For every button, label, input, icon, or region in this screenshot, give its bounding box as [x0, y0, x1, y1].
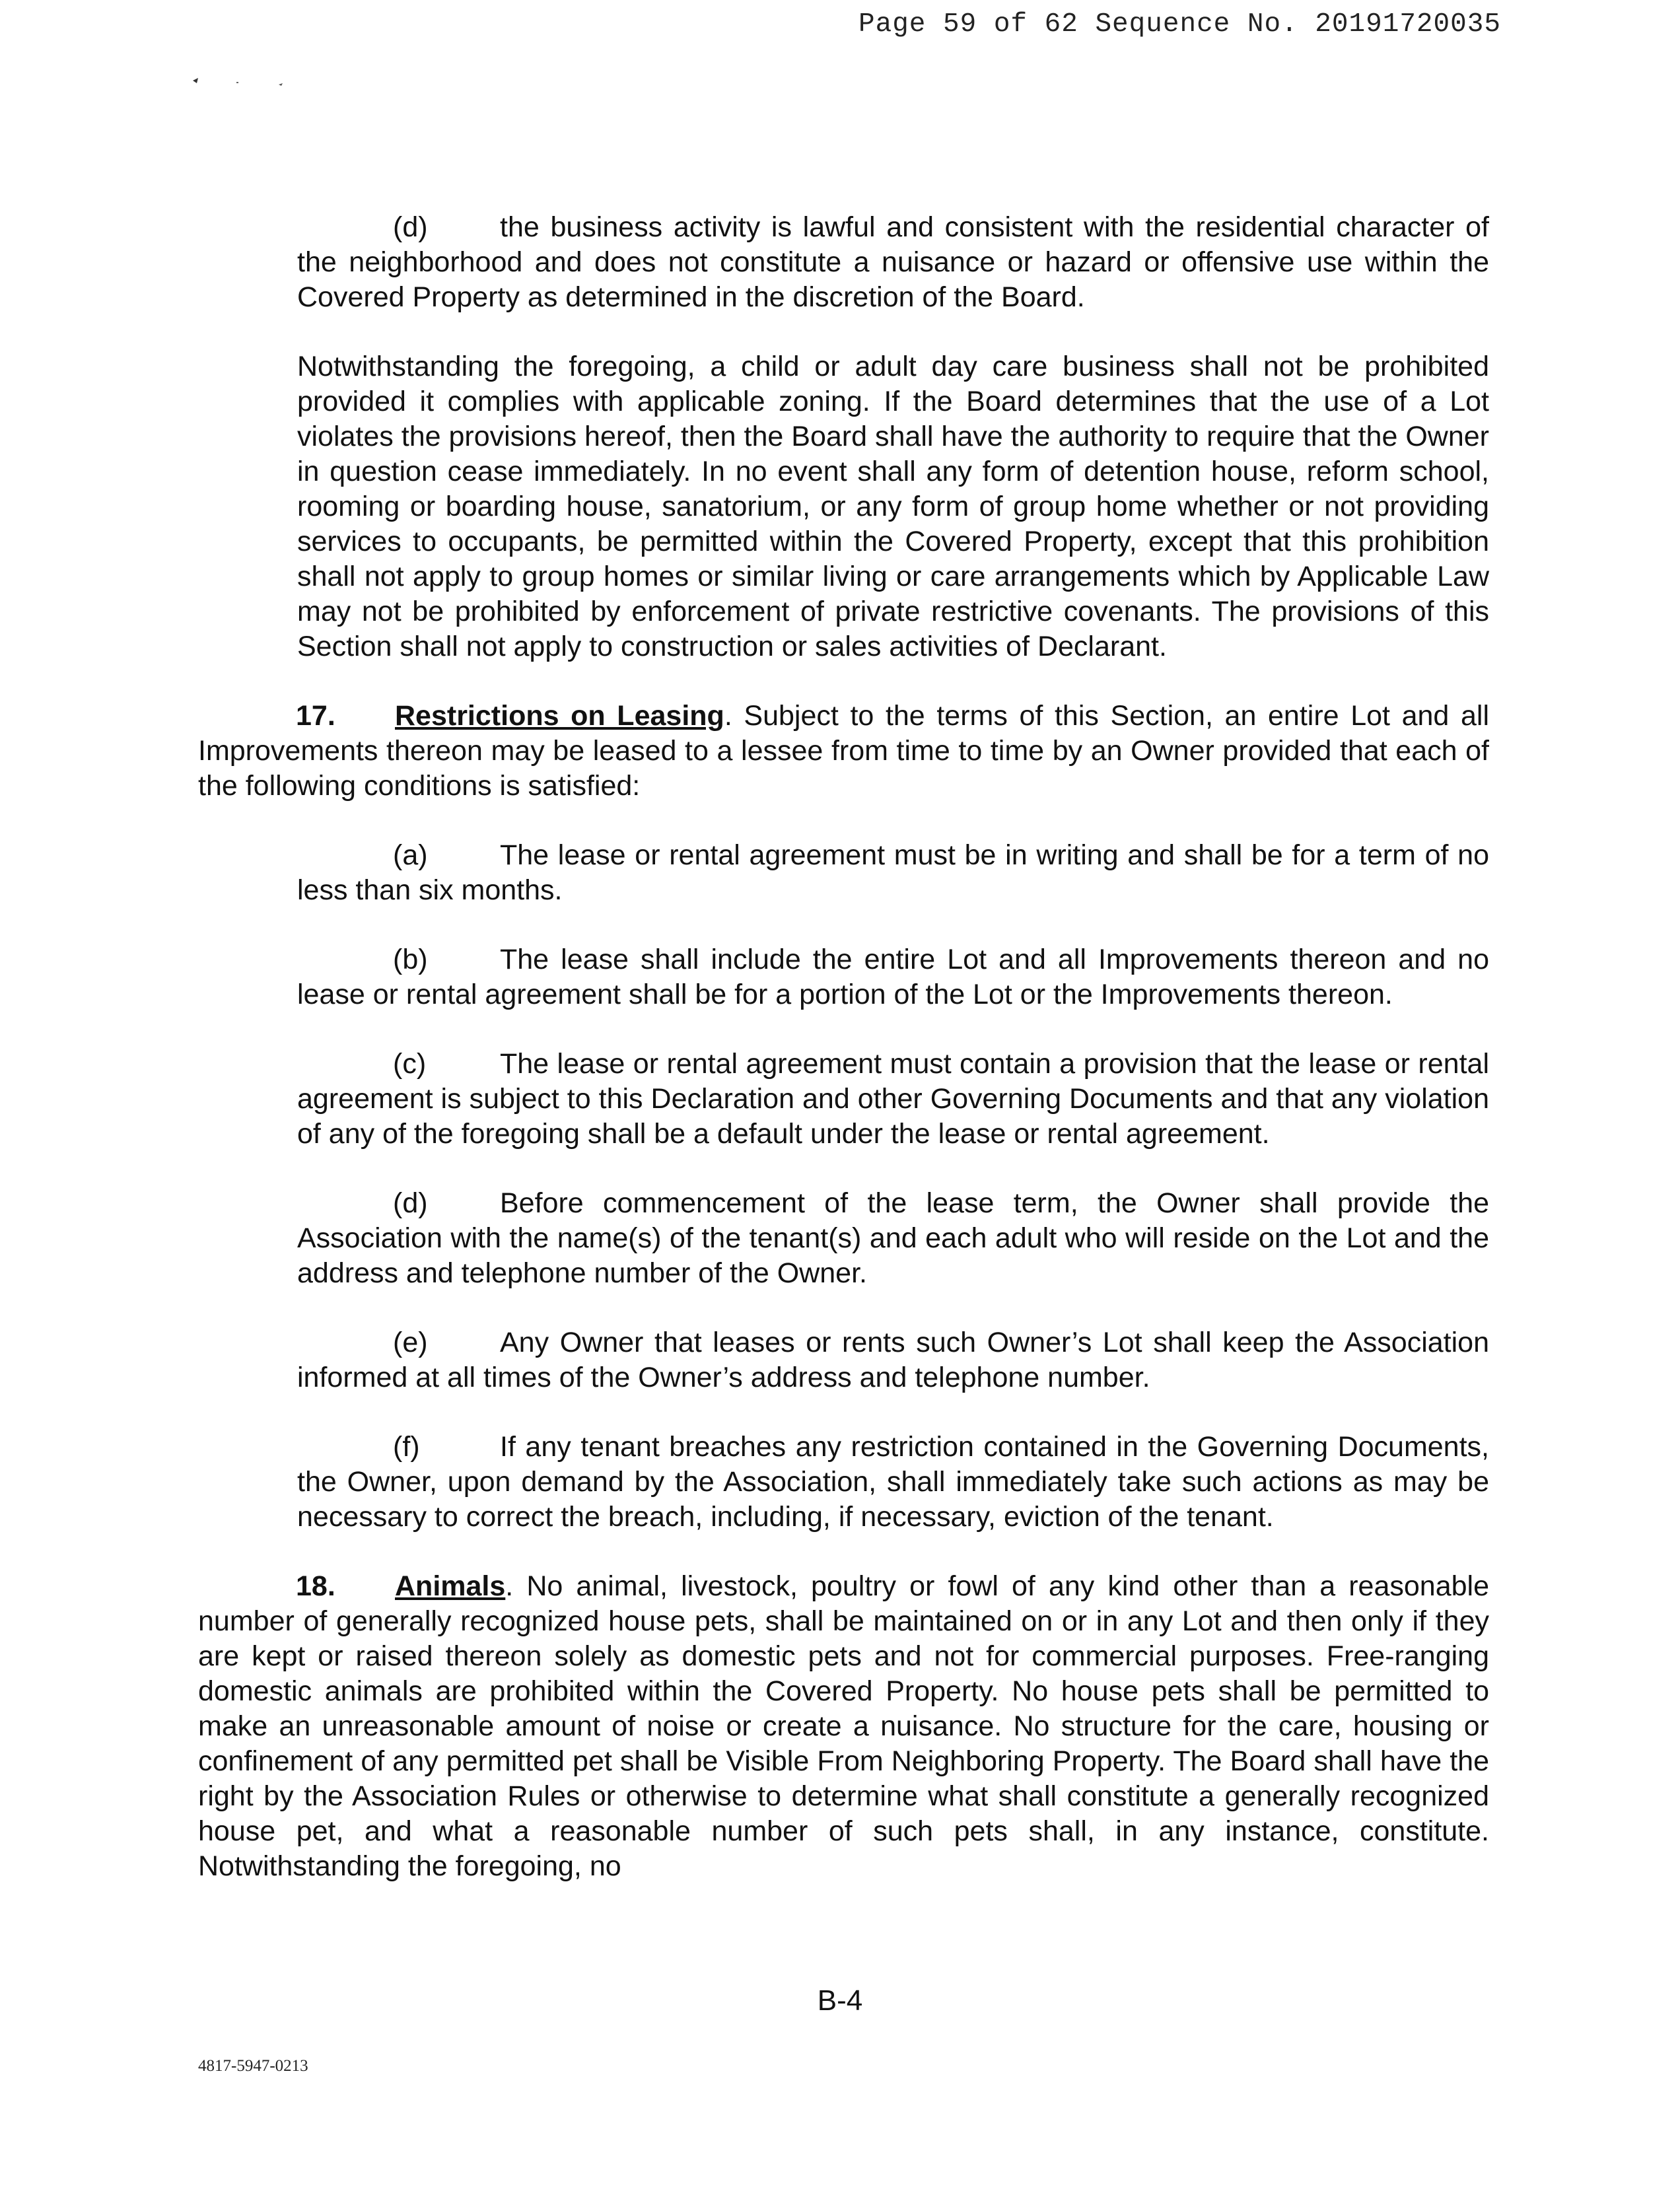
item-label: (c) [393, 1048, 427, 1080]
condition-a [297, 838, 1489, 908]
condition-c [297, 1047, 1489, 1152]
paragraph-notwithstanding [297, 349, 1489, 664]
section-text: . No animal, livestock, poultry or fowl of any kind other than a reasonable number of generally recognized house pets, shall be maintained on or in any Lot and then only if they are kept or raised thereon solely as domestic pets and not for commercial purposes. Free-ranging domestic animals are prohibited within the Covered Property. No house pets shall be permitted to make an unreasonable amount of noise or create a nuisance. No structure for the care, housing or confinement of any permitted pet shall be Visible From Neighboring Property. The Board shall have the right by the Association Rules or otherwise to determine what shall constitute a generally recognized house pet, and what a reasonable number of such pets shall, in any instance, constitute. Notwithstanding the foregoing, no [198, 1570, 1489, 1882]
section-title: Animals [395, 1570, 506, 1602]
condition-f [297, 1430, 1489, 1535]
section-18 [198, 1569, 1489, 1884]
item-text: The lease or rental agreement must contain a provision that the lease or rental agreement is subject to this Declaration and other Governing Documents and that any violation of any of the foregoing shall be a default under the lease or rental agreement. [297, 1048, 1489, 1150]
item-label: (d) [393, 211, 428, 243]
scan-specks [192, 71, 297, 91]
section-text: . Subject to the terms of this Section, an entire Lot and all Improvements thereon may be leased to a lessee from time to time by an Owner provided that each of the following conditions is satisfied: [198, 700, 1489, 802]
page-number: B-4 [817, 1984, 863, 2017]
item-text: The lease shall include the entire Lot and all Improvements thereon and no lease or rental agreement shall be for a portion of the Lot or the Improvements thereon. [297, 944, 1489, 1010]
item-text: the business activity is lawful and consistent with the residential character of the neighborhood and does not constitute a nuisance or hazard or offensive use within the Covered Property as determined in the discretion of the Board. [297, 211, 1489, 313]
condition-d [297, 1186, 1489, 1291]
section-number: 17. [296, 700, 335, 732]
condition-b [297, 942, 1489, 1012]
item-label: (e) [393, 1327, 428, 1358]
item-label: (a) [393, 839, 428, 871]
item-label: (d) [393, 1187, 428, 1219]
item-text: The lease or rental agreement must be in writing and shall be for a term of no less than six months. [297, 839, 1489, 906]
paragraph-text: Notwithstanding the foregoing, a child or adult day care business shall not be prohibited provided it complies with applicable zoning. If the Board determines that the use of a Lot violates the provisions hereof, then the Board shall have the authority to require that the Owner in question cease immediately. In no event shall any form of detention house, reform school, rooming or boarding house, sanatorium, or any form of group home whether or not providing services to occupants, be permitted within the Covered Property, except that this prohibition shall not apply to group homes or similar living or care arrangements which by Applicable Law may not be prohibited by enforcement of private restrictive covenants. The provisions of this Section shall not apply to construction or sales activities of Declarant. [297, 351, 1489, 662]
condition-e [297, 1325, 1489, 1395]
paragraph-d-business [297, 210, 1489, 315]
item-label: (b) [393, 944, 428, 975]
section-17 [198, 699, 1489, 804]
section-number: 18. [296, 1570, 335, 1602]
item-text: Before commencement of the lease term, the Owner shall provide the Association with the name(s) of the tenant(s) and each adult who will reside on the Lot and the address and telephone number of the Owner. [297, 1187, 1489, 1289]
item-text: If any tenant breaches any restriction contained in the Governing Documents, the Owner, upon demand by the Association, shall immediately take such actions as may be necessary to correct the breach, including, if necessary, eviction of the tenant. [297, 1431, 1489, 1533]
body-text [198, 210, 1489, 1918]
page-sequence-header: Page 59 of 62 Sequence No. 20191720035 [858, 9, 1501, 40]
document-id: 4817-5947-0213 [198, 2057, 308, 2075]
item-label: (f) [393, 1431, 420, 1463]
section-title: Restrictions on Leasing [395, 700, 724, 732]
item-text: Any Owner that leases or rents such Owner’s Lot shall keep the Association informed at all times of the Owner’s address and telephone number. [297, 1327, 1489, 1393]
